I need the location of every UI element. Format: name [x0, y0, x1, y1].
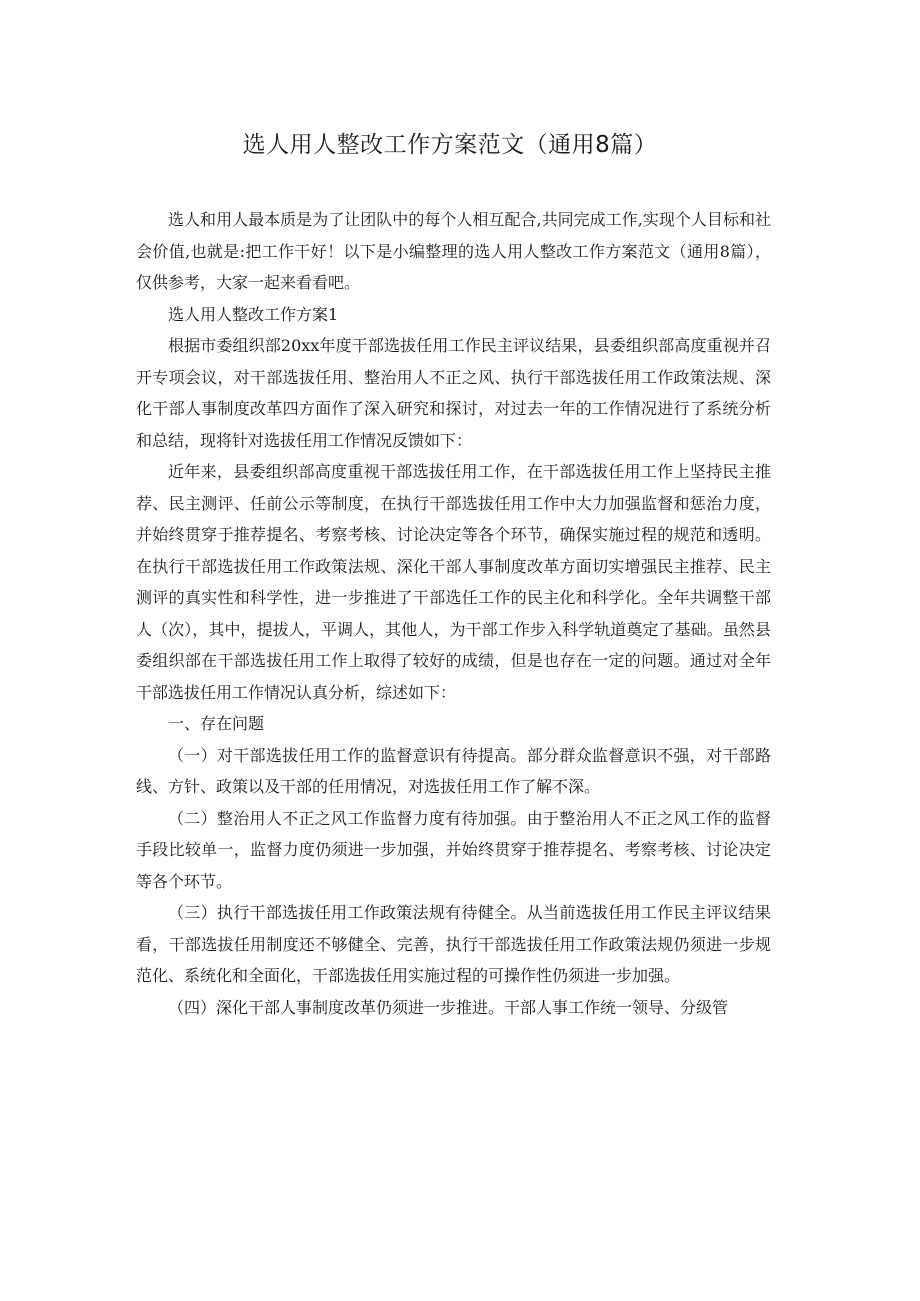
intro-paragraph: 选人和用人最本质是为了让团队中的每个人相互配合,共同完成工作,实现个人目标和社会价值,也就是:把工作干好！以下是小编整理的选人用人整改工作方案范文（通用8篇），仅供参考，大家一起来看看吧。 [136, 210, 771, 292]
problem-item-1: （一）对干部选拔任用工作的监督意识有待提高。部分群众监督意识不强，对干部路线、方针、政策以及干部的任用情况，对选拔任用工作了解不深。 [136, 745, 771, 796]
section-heading-plan-1: 选人用人整改工作方案1 [168, 304, 339, 324]
document-body [136, 204, 771, 1023]
body-paragraph: 近年来，县委组织部高度重视干部选拔任用工作，在干部选拔任用工作上坚持民主推荐、民主测评、任前公示等制度，在执行干部选拔任用工作中大力加强监督和惩治力度，并始终贯穿于推荐提名、考察考核、讨论决定等各个环节，确保实施过程的规范和透明。在执行干部选拔任用工作政策法规、深化干部人事制度改革方面切实增强民主推荐、民主测评的真实性和科学性，进一步推进了干部选任工作的民主化和科学化。全年共调整干部人（次），其中，提拔人，平调人，其他人，为干部工作步入科学轨道奠定了基础。虽然县委组织部在干部选拔任用工作上取得了较好的成绩，但是也存在一定的问题。通过对全年干部选拔任用工作情况认真分析，综述如下： [136, 462, 771, 702]
body-paragraph: 根据市委组织部20xx年度干部选拔任用工作民主评议结果，县委组织部高度重视并召开专项会议，对干部选拔任用、整治用人不正之风、执行干部选拔任用工作政策法规、深化干部人事制度改革四方面作了深入研究和探讨，对过去一年的工作情况进行了系统分析和总结，现将针对选拔任用工作情况反馈如下： [136, 336, 771, 450]
problem-item-3: （三）执行干部选拔任用工作政策法规有待健全。从当前选拔任用工作民主评议结果看，干部选拔任用制度还不够健全、完善，执行干部选拔任用工作政策法规仍须进一步规范化、系统化和全面化，干部选拔任用实施过程的可操作性仍须进一步加强。 [136, 903, 771, 985]
document-title: 选人用人整改工作方案范文（通用8篇） [242, 132, 658, 158]
problem-item-2: （二）整治用人不正之风工作监督力度有待加强。由于整治用人不正之风工作的监督手段比较单一，监督力度仍须进一步加强，并始终贯穿于推荐提名、考察考核、讨论决定等各个环节。 [136, 808, 771, 891]
problem-item-4: （四）深化干部人事制度改革仍须进一步推进。干部人事工作统一领导、分级管 [168, 997, 729, 1017]
section-heading-problems: 一、存在问题 [168, 714, 265, 733]
